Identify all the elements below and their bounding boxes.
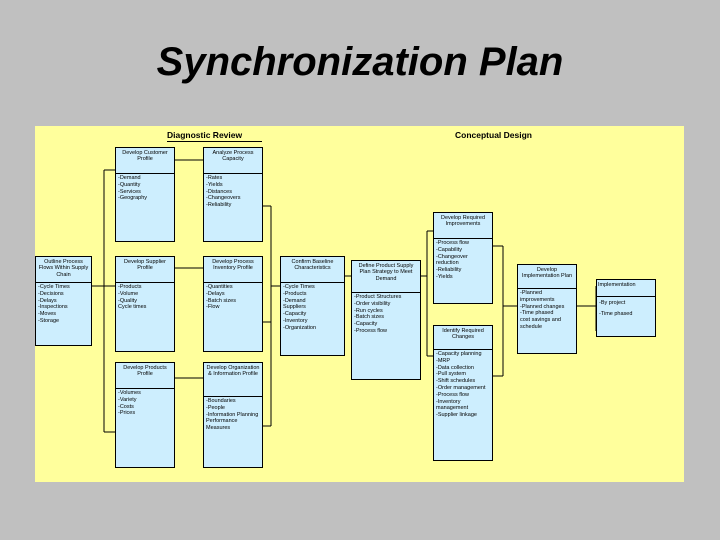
box-title: Outline Process Flows Within Supply Chain (36, 257, 91, 283)
box-item: Suppliers (283, 304, 306, 311)
box-item: Measures (206, 425, 231, 432)
box-item: -People (206, 404, 225, 411)
box-item: -MRP (436, 357, 451, 364)
box-item: -Products (283, 290, 307, 297)
box-item: -Pull system (436, 371, 466, 378)
box-item: -Quantities (206, 284, 233, 290)
box-item: -Inventory (283, 317, 308, 324)
box-item: -Time phased (520, 310, 554, 317)
box-item: -Geography (118, 195, 148, 202)
box-item: improvements (520, 296, 555, 303)
box-item: -Changeover (436, 253, 468, 260)
box-item: -Supplier linkage (436, 412, 477, 419)
box-process-capacity (203, 147, 263, 242)
box-item: -Flow (206, 304, 220, 311)
section-diagnostic-review: Diagnostic Review (167, 130, 243, 140)
box-item: -Product Structures (354, 294, 402, 300)
box-item: -Rates (206, 175, 223, 181)
box-supplier-profile (115, 256, 175, 352)
box-item: -Run cycles (354, 307, 383, 314)
box-item: -Decisions (38, 290, 64, 297)
box-title: Confirm Baseline Characteristics (281, 257, 344, 283)
box-outline-flows (35, 256, 92, 346)
box-item: cost savings and (520, 317, 561, 324)
box-title: Develop Process Inventory Profile (204, 257, 262, 283)
box-item: -Planned (520, 290, 543, 296)
box-item: -Delays (38, 297, 57, 304)
box-item: -Order visibility (354, 300, 391, 307)
box-item: -Distances (206, 188, 232, 195)
box-customer-profile (115, 147, 175, 242)
box-item: -Capability (436, 246, 462, 253)
box-title: Develop Products Profile (116, 363, 174, 389)
box-item: -Boundaries (206, 398, 236, 404)
box-item: schedule (520, 323, 543, 330)
box-title: Develop Supplier Profile (116, 257, 174, 283)
box-item: -Services (118, 188, 141, 195)
box-item: -Capacity (283, 311, 307, 318)
box-changes (433, 325, 493, 461)
box-item: -Variety (118, 396, 137, 403)
box-item: -Organization (283, 324, 317, 331)
box-item: -Reliability (206, 202, 232, 209)
box-item: -Time phased (599, 311, 633, 317)
box-item: Cycle times (118, 304, 147, 311)
slide-title: Synchronization Plan (156, 40, 564, 84)
box-baseline (280, 256, 345, 356)
box-title: Develop Required Improvements (434, 213, 492, 239)
diagram-panel (35, 126, 684, 482)
box-inventory-profile (203, 256, 263, 352)
box-item: -Delays (206, 290, 225, 297)
box-improvements (433, 212, 493, 304)
box-item: -Reliability (436, 267, 462, 274)
box-item: -Process flow (436, 391, 470, 398)
box-implementation (596, 279, 656, 337)
box-item: management (436, 405, 469, 412)
box-item: -Batch sizes (206, 297, 236, 304)
box-item: -Prices (118, 410, 136, 417)
box-item: -Yields (436, 273, 453, 280)
section-conceptual-design: Conceptual Design (455, 130, 532, 140)
box-impl-plan (517, 264, 577, 354)
box-item: -Moves (38, 311, 57, 318)
box-item: -Process flow (436, 240, 470, 246)
box-item: -Data collection (436, 364, 474, 371)
box-item: -Order management (436, 384, 486, 391)
box-item: -Process flow (354, 327, 388, 334)
box-item: -Volume (118, 290, 139, 297)
box-item: -Cycle Times (283, 284, 315, 290)
box-item: reduction (436, 260, 459, 267)
box-item: -Capacity (354, 321, 378, 328)
box-item: -Quantity (118, 181, 141, 188)
box-title: Develop Organization & Information Profile (204, 363, 262, 397)
box-title: Identify Required Changes (434, 326, 492, 350)
box-item: -Yields (206, 181, 223, 188)
box-item: -Shift schedules (436, 378, 476, 385)
box-product-supply (351, 260, 421, 380)
box-title: Develop Customer Profile (116, 148, 174, 174)
box-item: -Products (118, 284, 142, 290)
box-item: -Batch sizes (354, 314, 384, 321)
box-item: -Quality (118, 297, 137, 304)
box-title: Develop Implementation Plan (518, 265, 576, 289)
box-item: -Demand (118, 175, 141, 181)
box-item: -By project (599, 300, 626, 306)
box-products-profile (115, 362, 175, 468)
box-item: Performance (206, 418, 238, 425)
box-org-info-profile (203, 362, 263, 468)
section-underline (167, 141, 262, 142)
box-title: Implementation (597, 280, 655, 297)
box-item: -Volumes (118, 390, 141, 396)
box-title: Define Product Supply Plan Strategy to Meet Demand (352, 261, 420, 293)
box-item: -Cycle Times (38, 284, 70, 290)
box-item: -Capacity planning (436, 351, 482, 357)
box-item: -Costs (118, 403, 134, 410)
box-item: -Information Planning (206, 411, 259, 418)
box-item: -Inspections (38, 304, 68, 311)
box-item: -Changeovers (206, 195, 241, 202)
box-item: -Storage (38, 317, 60, 324)
box-title: Analyze Process Capacity (204, 148, 262, 174)
box-item: -Inventory (436, 398, 461, 405)
box-item: -Demand (283, 297, 306, 304)
box-item: -Planned changes (520, 303, 565, 310)
